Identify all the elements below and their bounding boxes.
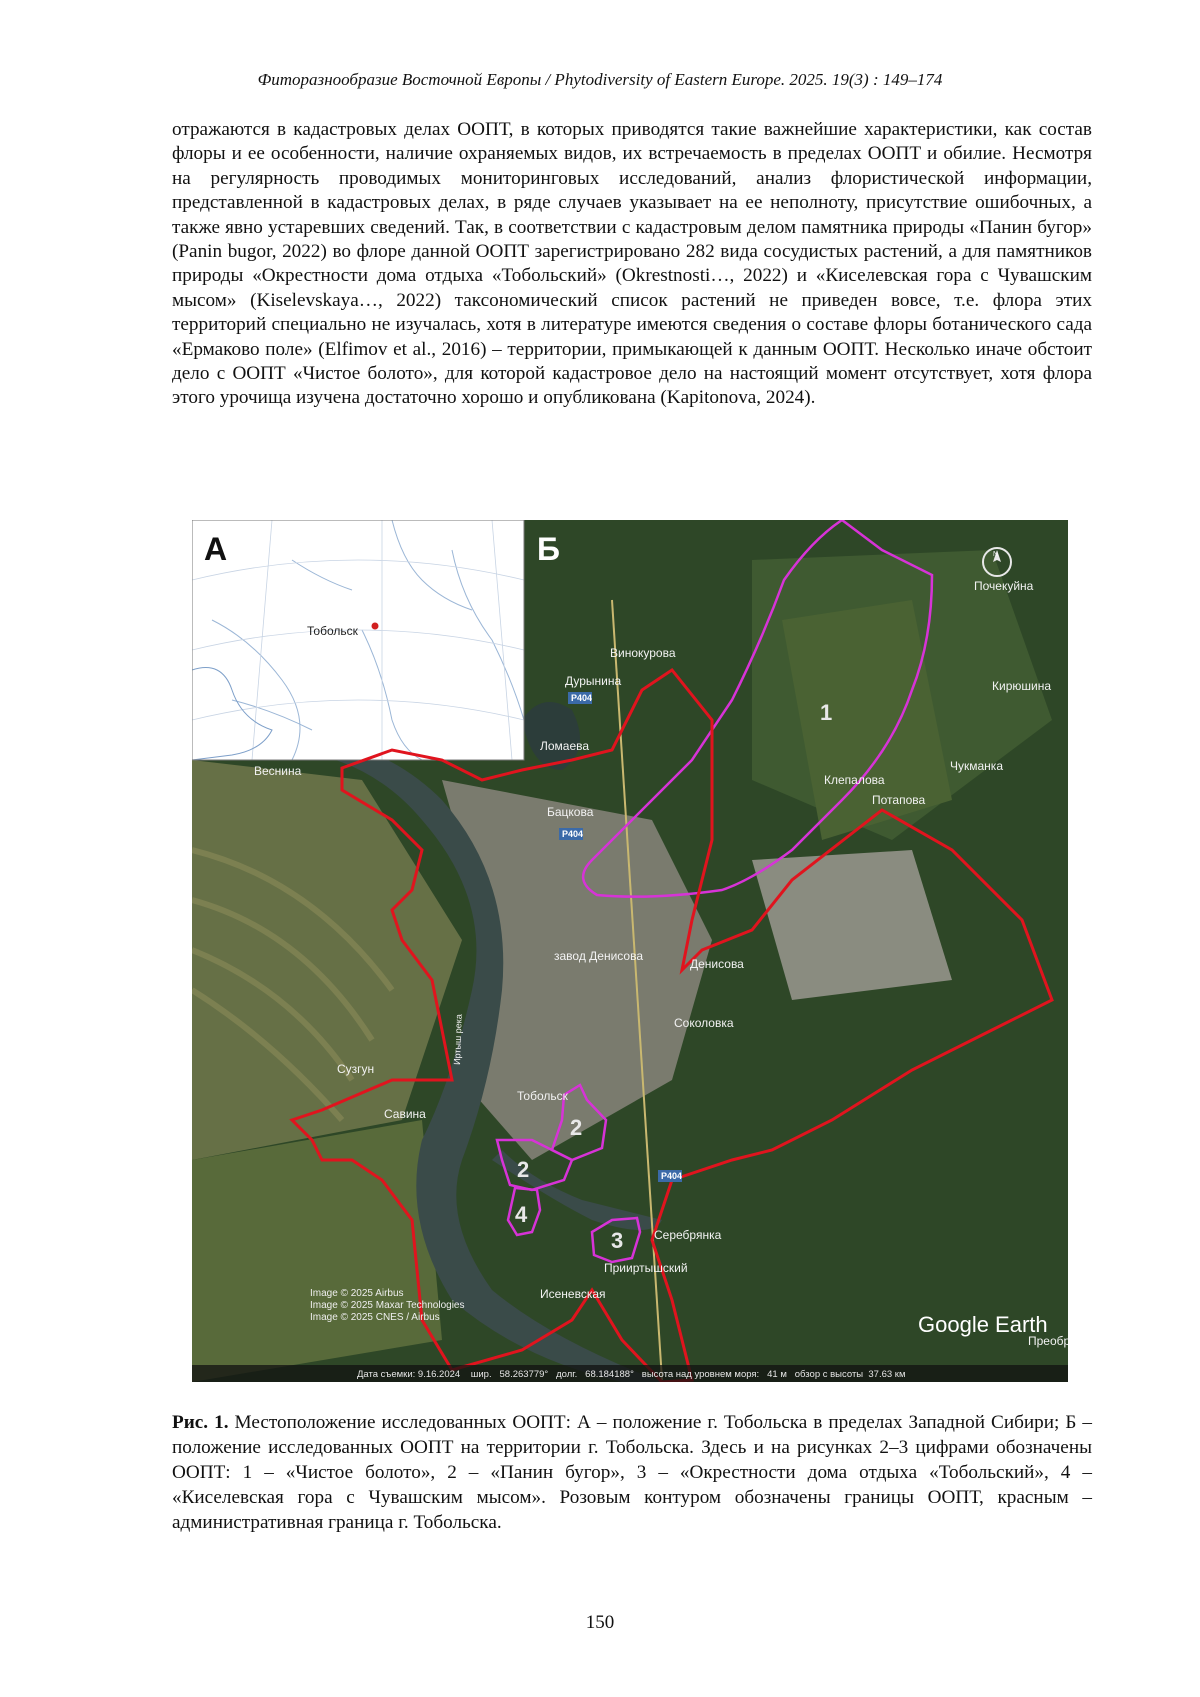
road-label-r404-mid: Р404 [562,829,584,839]
label-tobolsk: Тобольск [517,1089,568,1103]
label-pochekuina: Почекуйна [974,579,1034,593]
figure-1 [192,520,1068,1382]
status-bar-text: Дата съемки: 9.16.2024 шир. 58.263779° долг. 68.184188° высота над уровнем моря: 41 м обзор с высоты 37.63 км [357,1369,906,1380]
page-number: 150 [585,1612,615,1633]
label-zavod-denisova: завод Денисова [554,949,644,963]
label-vesnina: Веснина [254,764,302,778]
label-priirtyshsky: Прииртышский [604,1261,688,1275]
label-potapova: Потапова [872,793,926,807]
figure-caption [172,1410,1092,1535]
label-batskova: Бацкова [547,805,594,819]
area-2b-number: 2 [517,1157,530,1182]
label-denisova: Денисова [690,957,744,971]
body-paragraph: отражаются в кадастровых делах ООПТ, в которых приводятся такие важнейшие характеристики, как состав флоры и ее особенности, наличие охраняемых видов, их встречаемость в пределах ООПТ и обилие. Несмотря на регулярность проводимых мониторинговых исследований, анализ флористической информации, представленной в кадастровых делах, в ряде случаев указывает на ее неполноту, присутствие ошибочных, а также явно устаревших сведений. Так, в соответствии с кадастровым делом памятника природы «Панин бугор» (Panin bugor, 2022) во флоре данной ООПТ зарегистрировано 282 вида сосудистых растений, а для памятников природы «Окрестности дома отдыха «Тобольский» (Okrestnosti…, 2022) и «Киселевская гора с Чувашским мысом» (Kiselevskaya…, 2022) таксономический список растений не приведен вовсе, т.е. флора этих территорий специально не изучалась, хотя в литературе имеются сведения о составе флоры ботанического сада «Ермаково поле» (Elfimov et al., 2016) – территории, примыкающей к данным ООПТ. Несколько иначе обстоит дело с ООПТ «Чистое болото», для которой кадастровое дело на настоящий момент отсутствует, хотя флора этого урочища изучена достаточно хорошо и опубликована (Kapitonova, 2024). [172,119,1092,409]
area-3-number: 3 [611,1228,624,1253]
credit-line-2: Image © 2025 Maxar Technologies [310,1300,465,1311]
credit-line-1: Image © 2025 Airbus [310,1288,404,1299]
label-kiryushina: Кирюшина [992,679,1051,693]
label-chukmanka: Чукманка [950,759,1003,773]
google-earth-watermark: Google Earth [918,1312,1048,1337]
panel-a-letter: А [204,531,228,567]
label-serebryanka: Серебрянка [654,1228,722,1242]
label-vinokurova: Винокурова [610,646,676,660]
label-suzgun: Сузгун [337,1062,375,1076]
caption-text: Местоположение исследованных ООПТ: А – положение г. Тобольска в пределах Западной Сибири; Б – положение исследованных ООПТ на территории г. Тобольска. Здесь и на рисунках 2–3 цифрами обозначены ООПТ: 1 – «Чистое болото», 2 – «Панин бугор», 3 – «Окрестности дома отдыха «Тобольский», 4 – «Киселевская гора с Чувашским мысом». Розовым контуром обозначены границы ООПТ, красным – административная граница г. Тобольска. [172,1412,1093,1533]
svg-text:N: N [993,551,999,558]
road-label-r404-south: Р404 [661,1171,683,1181]
area-2a-number: 2 [570,1115,583,1140]
label-savina: Савина [384,1107,426,1121]
label-river: Иртыш река [452,1014,464,1066]
area-1-number: 1 [820,700,833,725]
southwest-fields [192,1120,442,1382]
map-figure [192,520,1068,1382]
caption-label: Рис. 1. [172,1412,229,1433]
area-4-number: 4 [515,1202,528,1227]
tobolsk-inset-label: Тобольск [307,624,358,638]
panel-a-inset [192,520,524,760]
road-label-r404-north: Р404 [571,693,593,703]
label-preobr: Преобр [1028,1334,1068,1348]
tobolsk-marker [372,623,379,630]
label-durynina: Дурынина [565,674,622,688]
label-sokolovka: Соколовка [674,1016,734,1030]
credit-line-3: Image © 2025 CNES / Airbus [310,1312,440,1323]
running-header: Фиторазнообразие Восточной Европы / Phytodiversity of Eastern Europe. 2025. 19(3) : 149–174 [257,70,943,89]
label-klepalova: Клепалова [824,773,885,787]
label-lomaeva: Ломаева [540,739,590,753]
panel-b-letter: Б [537,531,560,567]
label-isenevskaya: Исеневская [540,1287,606,1301]
